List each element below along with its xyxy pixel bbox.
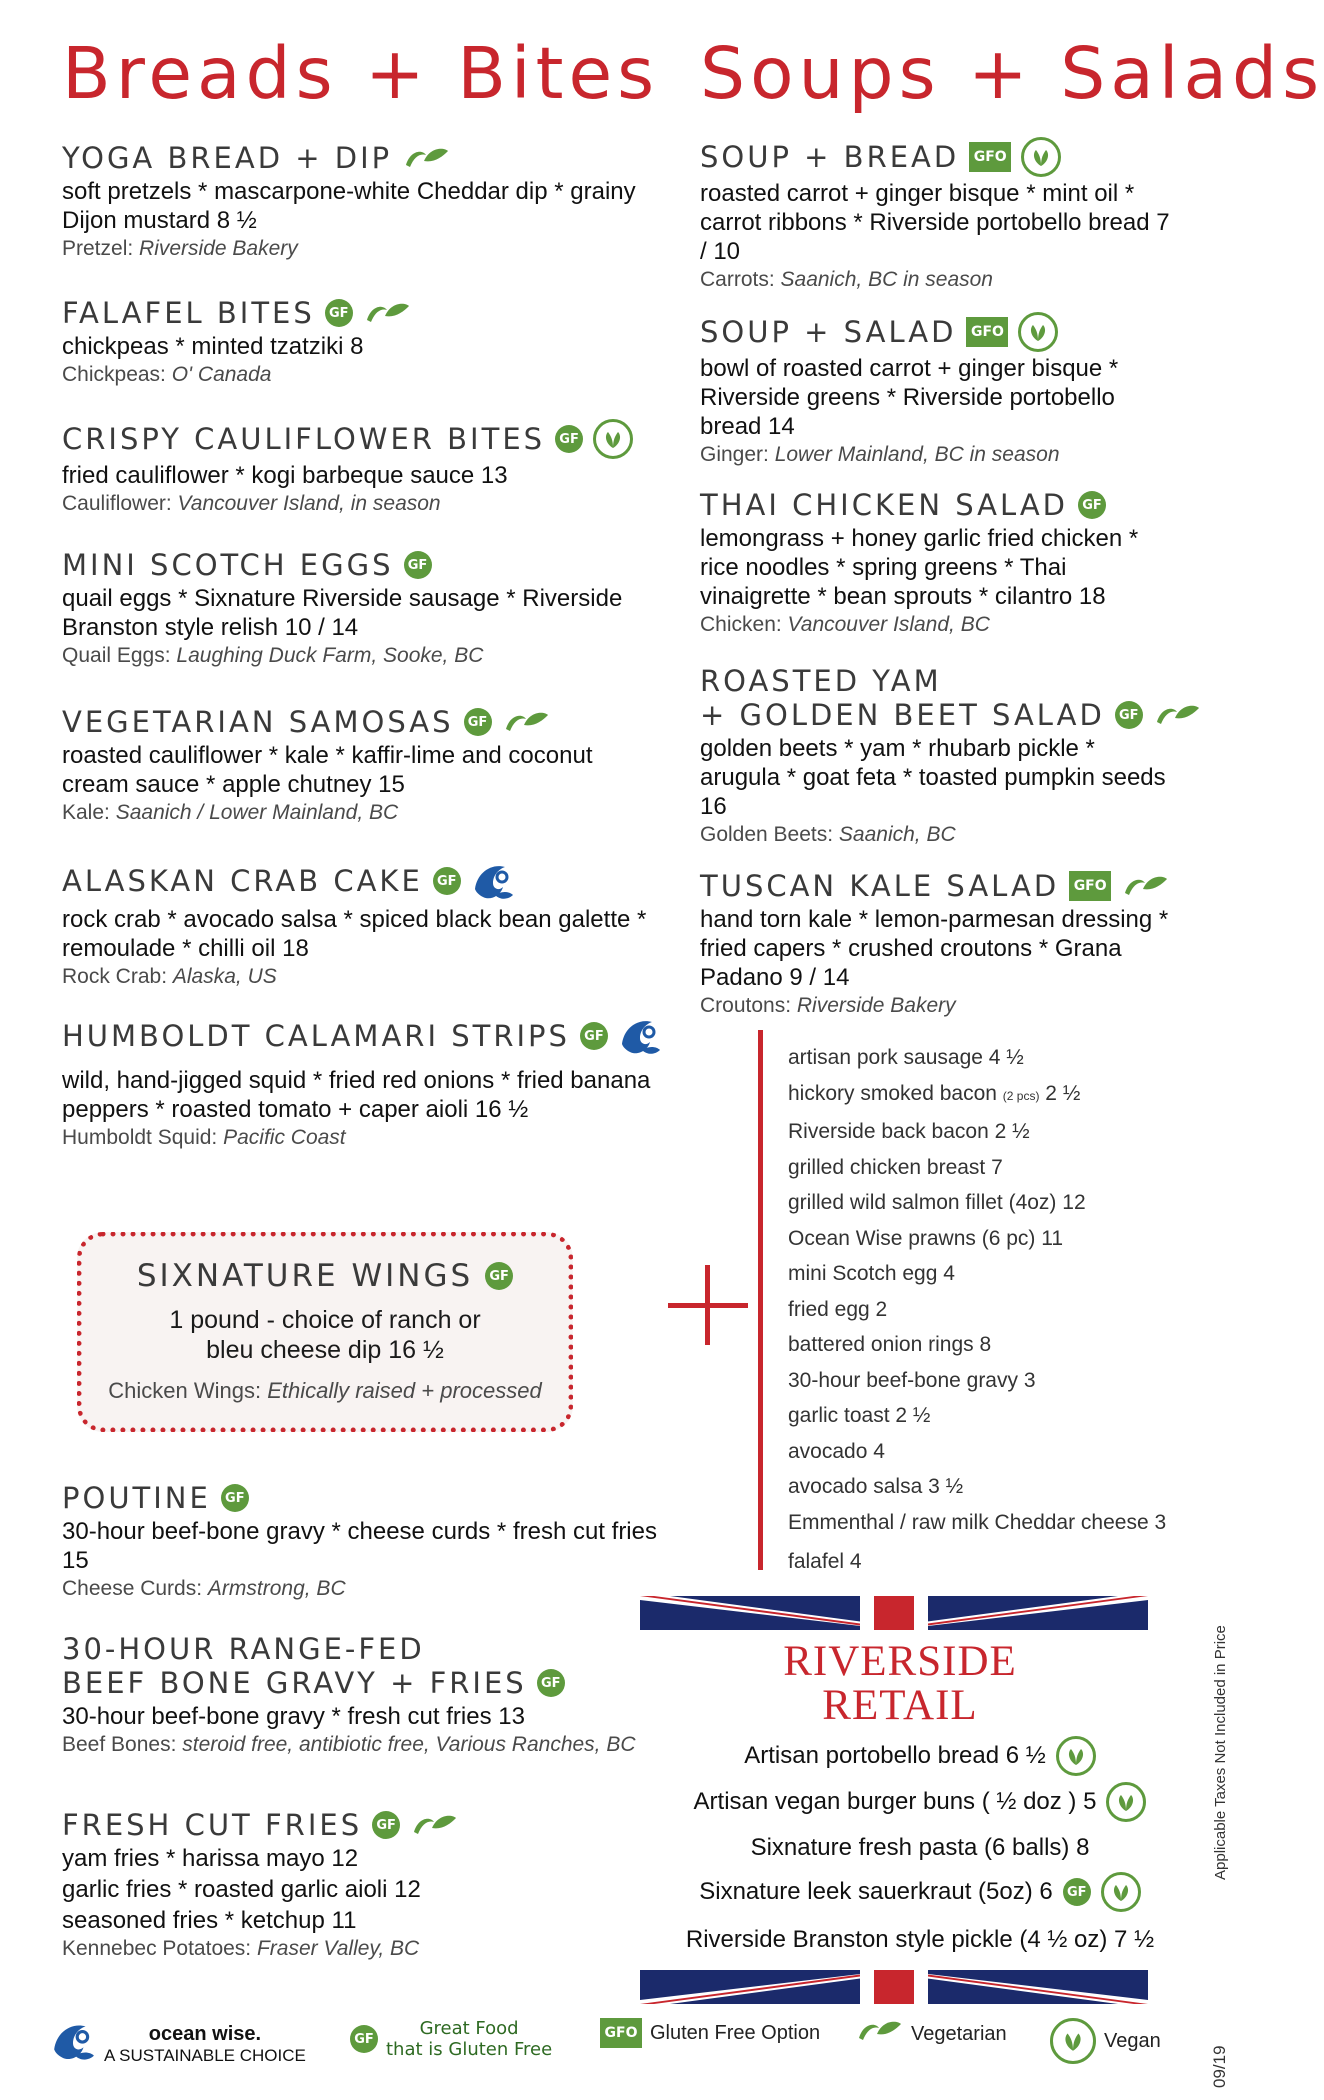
menu-item-fresh-cut-fries bbox=[62, 1808, 662, 1963]
retail-item: Artisan portobello bread 6 ½ bbox=[640, 1736, 1200, 1776]
gluten-free-icon: GF bbox=[1115, 701, 1143, 729]
gluten-free-icon: GF bbox=[580, 1022, 608, 1050]
item-name: POUTINE bbox=[62, 1481, 211, 1515]
item-name: SOUP + BREAD bbox=[700, 140, 960, 174]
gluten-free-icon: GF bbox=[485, 1262, 513, 1290]
item-description: wild, hand-jigged squid * fried red onions * fried banana peppers * roasted tomato + caper aioli 16 ½ bbox=[62, 1067, 651, 1123]
item-description: 30-hour beef-bone gravy * cheese curds * fresh cut fries 15 bbox=[62, 1518, 657, 1574]
addon-item: fried egg 2 bbox=[788, 1297, 888, 1321]
menu-item-yoga-bread bbox=[62, 141, 662, 263]
gluten-free-option-icon: GFO bbox=[600, 2018, 642, 2048]
item-source: Chickpeas: O' Canada bbox=[62, 363, 272, 386]
vegetarian-leaf-icon bbox=[1121, 873, 1169, 899]
item-name: YOGA BREAD + DIP bbox=[62, 141, 393, 175]
vegetarian-leaf-icon bbox=[502, 709, 550, 735]
ocean-wise-fish-icon bbox=[471, 859, 515, 903]
menu-item-mini-scotch-eggs bbox=[62, 548, 662, 670]
gluten-free-option-icon: GFO bbox=[969, 142, 1011, 172]
union-jack-top-band bbox=[640, 1596, 1148, 1630]
gluten-free-icon: GF bbox=[325, 299, 353, 327]
item-source: Beef Bones: steroid free, antibiotic free, Various Ranches, BC bbox=[62, 1733, 636, 1756]
item-description: fried cauliflower * kogi barbeque sauce 13 bbox=[62, 462, 508, 489]
menu-item-thai-chicken-salad bbox=[700, 488, 1180, 639]
item-description: roasted cauliflower * kale * kaffir-lime and coconut cream sauce * apple chutney 15 bbox=[62, 742, 593, 798]
tax-note: Applicable Taxes Not Included in Price bbox=[1212, 1625, 1229, 1880]
item-name: FRESH CUT FRIES bbox=[62, 1808, 363, 1842]
addon-item: grilled wild salmon fillet (4oz) 12 bbox=[788, 1191, 1086, 1214]
retail-title-line1: RIVERSIDE bbox=[783, 1638, 1017, 1685]
gluten-free-icon: GF bbox=[221, 1484, 249, 1512]
item-description-line: yam fries * harissa mayo 12 bbox=[62, 1845, 359, 1872]
ocean-wise-fish-icon bbox=[618, 1014, 662, 1058]
gluten-free-icon: GF bbox=[464, 708, 492, 736]
item-description-line: garlic fries * roasted garlic aioli 12 bbox=[62, 1876, 421, 1903]
menu-item-poutine bbox=[62, 1481, 662, 1603]
menu-item-soup-salad bbox=[700, 312, 1180, 469]
addon-item: artisan pork sausage 4 ½ bbox=[788, 1046, 1024, 1069]
menu-date: 09/19 bbox=[1210, 2045, 1229, 2088]
gluten-free-icon: GF bbox=[1063, 1878, 1091, 1906]
vegetarian-leaf-icon bbox=[1153, 702, 1201, 728]
item-source: Cauliflower: Vancouver Island, in season bbox=[62, 492, 441, 515]
legend-vegan bbox=[1050, 2018, 1161, 2064]
menu-item-beef-bone-gravy-fries bbox=[62, 1632, 662, 1759]
item-source: Chicken Wings: Ethically raised + processed bbox=[108, 1378, 542, 1403]
gluten-free-icon: GF bbox=[350, 2025, 378, 2053]
legend-gluten-free-option bbox=[600, 2018, 820, 2048]
item-source: Ginger: Lower Mainland, BC in season bbox=[700, 443, 1060, 466]
addon-item: avocado 4 bbox=[788, 1439, 885, 1463]
retail-item: Sixnature leek sauerkraut (5oz) 6 GF bbox=[640, 1872, 1200, 1912]
addons-list bbox=[788, 1040, 1166, 1580]
addon-item: avocado salsa 3 ½ bbox=[788, 1475, 964, 1498]
retail-item: Riverside Branston style pickle (4 ½ oz) 7 ½ bbox=[685, 1926, 1155, 1953]
retail-title-line2: RETAIL bbox=[822, 1682, 978, 1729]
gluten-free-icon: GF bbox=[1078, 491, 1106, 519]
item-name: FALAFEL BITES bbox=[62, 296, 315, 330]
gluten-free-option-icon: GFO bbox=[966, 317, 1008, 347]
item-source: Carrots: Saanich, BC in season bbox=[700, 268, 993, 291]
item-source: Pretzel: Riverside Bakery bbox=[62, 237, 298, 260]
breads-bites-title: Breads + Bites bbox=[62, 32, 660, 115]
addon-item: falafel 4 bbox=[788, 1550, 862, 1573]
gluten-free-option-icon: GFO bbox=[1069, 871, 1111, 901]
legend-label: Vegan bbox=[1104, 2029, 1161, 2052]
vegan-icon bbox=[1101, 1872, 1141, 1912]
item-source: Rock Crab: Alaska, US bbox=[62, 965, 277, 988]
gluten-free-icon: GF bbox=[433, 867, 461, 895]
item-name: CRISPY CAULIFLOWER BITES bbox=[62, 422, 546, 456]
item-source: Kale: Saanich / Lower Mainland, BC bbox=[62, 801, 399, 824]
retail-item: Artisan vegan burger buns ( ½ doz ) 5 bbox=[640, 1782, 1200, 1822]
item-name: THAI CHICKEN SALAD bbox=[700, 488, 1069, 522]
legend-ocean-wise bbox=[50, 2018, 306, 2070]
legend-label: Great Food bbox=[419, 2018, 519, 2039]
legend-label: A SUSTAINABLE CHOICE bbox=[104, 2045, 306, 2065]
item-name: MINI SCOTCH EGGS bbox=[62, 548, 394, 582]
vegetarian-leaf-icon bbox=[410, 1812, 458, 1838]
menu-item-tuscan-kale-salad bbox=[700, 869, 1180, 1020]
menu-item-crispy-cauliflower bbox=[62, 419, 662, 518]
item-description: hand torn kale * lemon-parmesan dressing * fried capers * crushed croutons * Grana Padano 9 / 14 bbox=[700, 906, 1169, 991]
gluten-free-icon: GF bbox=[555, 425, 583, 453]
addon-item: Emmenthal / raw milk Cheddar cheese 3 bbox=[788, 1510, 1167, 1534]
item-name: ALASKAN CRAB CAKE bbox=[62, 864, 423, 898]
item-source: Chicken: Vancouver Island, BC bbox=[700, 613, 990, 636]
item-description: lemongrass + honey garlic fried chicken * rice noodles * spring greens * Thai vinaigrette * bean sprouts * cilantro 18 bbox=[700, 525, 1139, 610]
menu-item-falafel-bites bbox=[62, 296, 662, 389]
legend-label: Gluten Free Option bbox=[650, 2021, 821, 2044]
legend-label: Vegetarian bbox=[911, 2022, 1007, 2045]
gluten-free-icon: GF bbox=[404, 551, 432, 579]
vegan-icon bbox=[1018, 312, 1058, 352]
item-description: 1 pound - choice of ranch or bleu cheese dip 16 ½ bbox=[169, 1306, 481, 1364]
menu-item-soup-bread bbox=[700, 137, 1180, 294]
gluten-free-icon: GF bbox=[372, 1811, 400, 1839]
legend-vegetarian bbox=[855, 2018, 1007, 2050]
addon-item: mini Scotch egg 4 bbox=[788, 1262, 955, 1285]
item-description: quail eggs * Sixnature Riverside sausage * Riverside Branston style relish 10 / 14 bbox=[62, 585, 623, 641]
ocean-wise-fish-icon bbox=[50, 2018, 96, 2070]
item-source: Croutons: Riverside Bakery bbox=[700, 994, 956, 1017]
plus-sign-vertical bbox=[705, 1265, 710, 1345]
item-source: Humboldt Squid: Pacific Coast bbox=[62, 1126, 346, 1149]
addons-divider-line bbox=[758, 1030, 763, 1570]
menu-item-alaskan-crab-cake bbox=[62, 859, 662, 991]
item-name: + GOLDEN BEET SALAD bbox=[700, 698, 1105, 732]
addon-item: garlic toast 2 ½ bbox=[788, 1404, 931, 1427]
vegetarian-leaf-icon bbox=[855, 2018, 903, 2050]
item-name: SIXNATURE WINGS bbox=[136, 1258, 474, 1294]
item-name-line1: 30-HOUR RANGE-FED bbox=[62, 1632, 425, 1666]
addon-item: Ocean Wise prawns (6 pc) 11 bbox=[788, 1226, 1064, 1250]
menu-item-humboldt-calamari bbox=[62, 1014, 662, 1152]
item-description: roasted carrot + ginger bisque * mint oil * carrot ribbons * Riverside portobello bread 7 / 10 bbox=[700, 180, 1170, 265]
vegetarian-leaf-icon bbox=[363, 300, 411, 326]
item-description: rock crab * avocado salsa * spiced black bean galette * remoulade * chilli oil 18 bbox=[62, 906, 647, 962]
menu-item-vegetarian-samosas bbox=[62, 705, 662, 827]
item-name: SOUP + SALAD bbox=[700, 315, 957, 349]
soups-salads-title: Soups + Salads bbox=[700, 32, 1324, 115]
vegan-icon bbox=[1056, 1736, 1096, 1776]
item-description: golden beets * yam * rhubarb pickle * arugula * goat feta * toasted pumpkin seeds 16 bbox=[700, 735, 1166, 820]
item-description: 30-hour beef-bone gravy * fresh cut fries 13 bbox=[62, 1703, 525, 1730]
legend-label: that is Gluten Free bbox=[386, 2039, 553, 2060]
item-name-line1: ROASTED YAM bbox=[700, 664, 942, 698]
item-name: BEEF BONE GRAVY + FRIES bbox=[62, 1666, 527, 1700]
menu-item-roasted-yam-beet-salad bbox=[700, 664, 1180, 849]
vegan-icon bbox=[1021, 137, 1061, 177]
legend-gluten-free bbox=[350, 2018, 552, 2060]
sixnature-wings-box bbox=[77, 1232, 573, 1432]
vegetarian-leaf-icon bbox=[402, 145, 450, 171]
retail-item: Sixnature fresh pasta (6 balls) 8 bbox=[750, 1834, 1090, 1861]
addon-item: 30-hour beef-bone gravy 3 bbox=[788, 1368, 1036, 1392]
item-description: bowl of roasted carrot + ginger bisque * Riverside greens * Riverside portobello bread 14 bbox=[700, 355, 1119, 440]
vegan-icon bbox=[593, 419, 633, 459]
item-source: Quail Eggs: Laughing Duck Farm, Sooke, BC bbox=[62, 644, 484, 667]
item-name: VEGETARIAN SAMOSAS bbox=[62, 705, 454, 739]
item-source: Kennebec Potatoes: Fraser Valley, BC bbox=[62, 1937, 420, 1960]
gluten-free-icon: GF bbox=[537, 1669, 565, 1697]
addon-item: grilled chicken breast 7 bbox=[788, 1155, 1003, 1179]
item-source: Golden Beets: Saanich, BC bbox=[700, 823, 956, 846]
item-description-line: seasoned fries * ketchup 11 bbox=[62, 1907, 357, 1934]
union-jack-bottom-band bbox=[640, 1970, 1148, 2004]
addon-item: hickory smoked bacon (2 pcs) 2 ½ bbox=[788, 1081, 1081, 1105]
addon-item: battered onion rings 8 bbox=[788, 1333, 992, 1356]
vegan-icon bbox=[1106, 1782, 1146, 1822]
item-source: Cheese Curds: Armstrong, BC bbox=[62, 1577, 346, 1600]
item-name: TUSCAN KALE SALAD bbox=[700, 869, 1060, 903]
item-description: chickpeas * minted tzatziki 8 bbox=[62, 333, 364, 360]
legend-label: ocean wise. bbox=[148, 2022, 262, 2045]
item-description: soft pretzels * mascarpone-white Cheddar dip * grainy Dijon mustard 8 ½ bbox=[62, 178, 636, 234]
addon-item: Riverside back bacon 2 ½ bbox=[788, 1120, 1030, 1143]
item-name: HUMBOLDT CALAMARI STRIPS bbox=[62, 1019, 570, 1053]
vegan-icon bbox=[1050, 2018, 1096, 2064]
